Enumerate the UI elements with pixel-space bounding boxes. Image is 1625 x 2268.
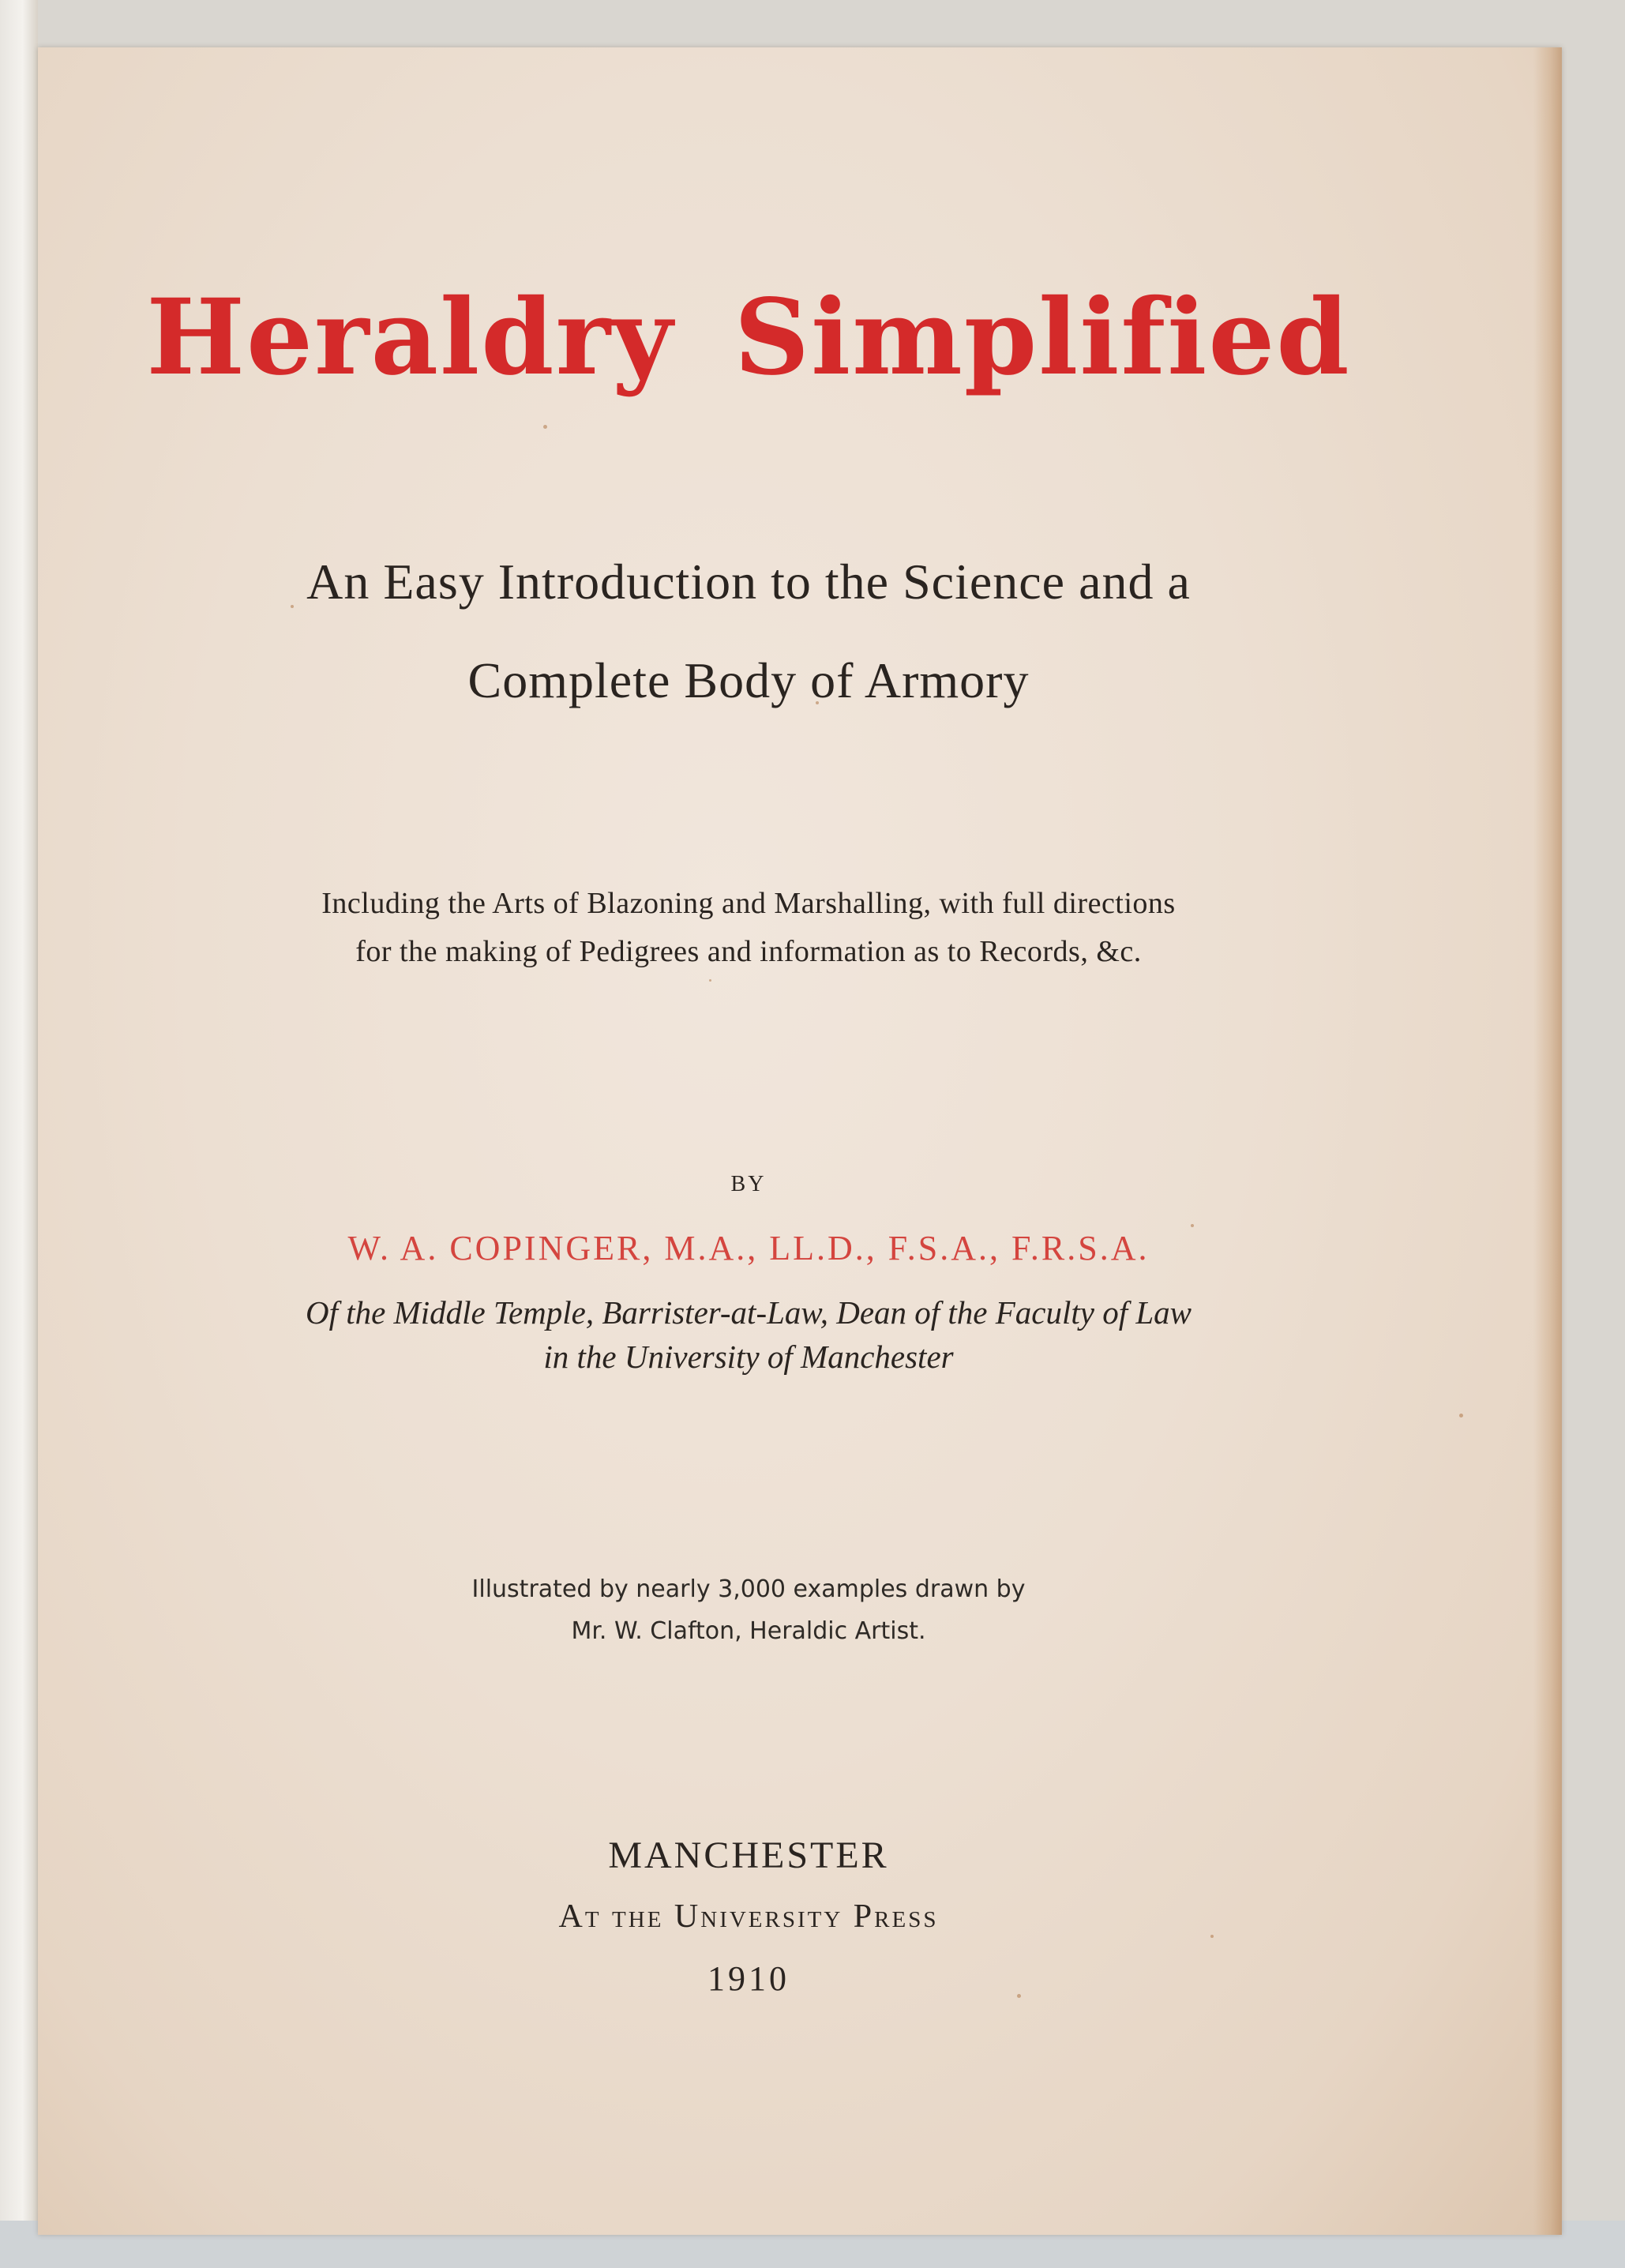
subtitle-line-2: Complete Body of Armory xyxy=(467,652,1030,708)
foxing-spot xyxy=(1459,1414,1463,1418)
subtitle-line-1: An Easy Introduction to the Science and a xyxy=(306,554,1191,610)
publication-year: 1910 xyxy=(707,1959,790,1998)
illustration-credit-line-1: Illustrated by nearly 3,000 examples drawn by xyxy=(471,1575,1026,1603)
description-line-2: for the making of Pedigrees and information as to Records, &c. xyxy=(355,935,1142,968)
book-cover-edge xyxy=(0,0,38,2268)
illustration-credit-line-2: Mr. W. Clafton, Heraldic Artist. xyxy=(571,1617,926,1645)
publisher: At the University Press xyxy=(558,1898,939,1935)
title-page xyxy=(38,47,1562,2235)
author-affiliation-line-1: Of the Middle Temple, Barrister-at-Law, Dean of the Faculty of Law xyxy=(305,1294,1192,1331)
publication-place: MANCHESTER xyxy=(608,1834,889,1876)
foxing-spot xyxy=(1191,1224,1194,1227)
author-name: W. A. COPINGER, M.A., LL.D., F.S.A., F.R.S.A. xyxy=(347,1229,1150,1267)
by-label: BY xyxy=(730,1172,767,1196)
foxing-spot xyxy=(543,425,547,429)
foxing-spot xyxy=(709,979,711,982)
book-title: Heraldry Simplified xyxy=(146,276,1351,399)
author-affiliation-line-2: in the University of Manchester xyxy=(543,1339,954,1375)
description-line-1: Including the Arts of Blazoning and Marshalling, with full directions xyxy=(321,887,1176,920)
